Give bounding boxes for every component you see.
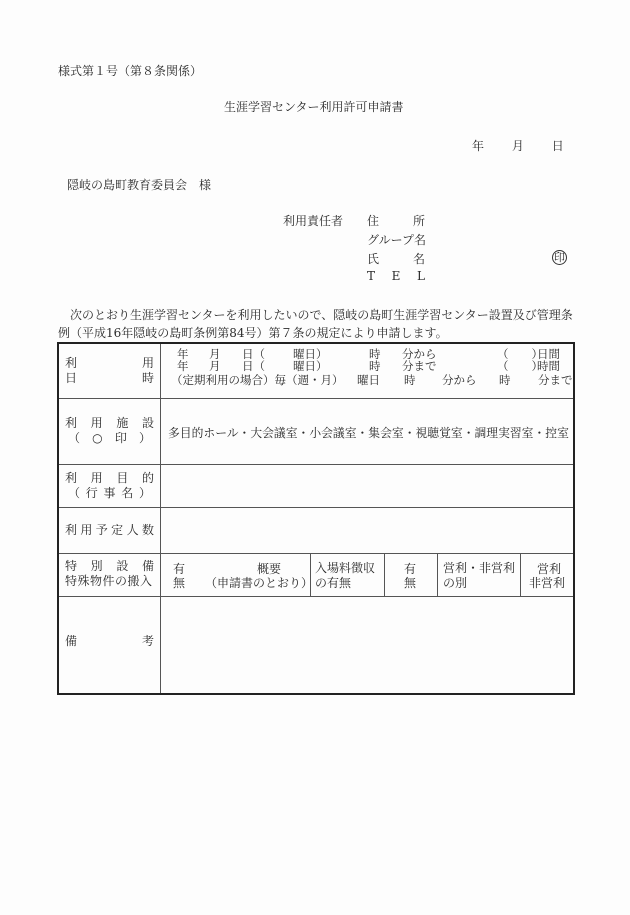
non-profit-option: 非営利 [529, 576, 566, 590]
special-summary-label: 概要 [257, 562, 282, 576]
address-field-label: 住 所 [367, 214, 425, 228]
entrance-fee-label-1: 入場料徴収 [315, 561, 376, 575]
row-divider [59, 553, 573, 554]
purpose-label: 利 用 目 的 （ 行 事 名 ） [65, 471, 154, 500]
special-col-divider [437, 553, 438, 596]
remarks-input[interactable] [161, 597, 573, 693]
fee-no: 無 [404, 576, 417, 590]
tel-field-label: T E L [367, 269, 425, 283]
name-field-label: 氏 名 [367, 252, 425, 266]
fee-yes: 有 [404, 562, 417, 576]
facility-options[interactable]: 多目的ホール・大会議室・小会議室・集会室・視聴覚室・調理実習室・控室 [168, 426, 569, 440]
special-yes: 有 [173, 562, 186, 576]
application-date[interactable] [472, 137, 562, 154]
date-year-label: 年 [472, 139, 485, 153]
attendees-input[interactable] [161, 508, 573, 553]
row-divider [59, 398, 573, 399]
profit-option: 営利 [537, 562, 562, 576]
group-name-field-label: グループ名 [367, 233, 427, 247]
seal-icon: 印 [554, 251, 565, 264]
special-col-divider [384, 553, 385, 596]
document-title: 生涯学習センター利用許可申請書 [224, 100, 404, 114]
remarks-label: 備 考 [65, 634, 154, 648]
date-month-label: 月 [511, 139, 524, 153]
intro-paragraph [58, 306, 578, 342]
applicant-label: 利用責任者 [283, 214, 344, 228]
profit-type-label-2: の別 [443, 576, 468, 590]
entrance-fee-label-2: の有無 [315, 576, 352, 590]
datetime-label: 利 用 日 時 [65, 356, 154, 385]
special-col-divider [520, 553, 521, 596]
intro-line-1: 次のとおり生涯学習センターを利用したいので、隠岐の島町生涯学習センター設置及び管理条 [70, 308, 573, 322]
special-summary-note: （申請書のとおり） [205, 576, 314, 590]
purpose-input[interactable] [161, 465, 573, 507]
application-form-table: 利 用 日 時 年 月 日（ 曜日） 時 分から （ ） 日間 年 月 日（ 曜日） 時 分まで （ ） 時間 （定期利用の場合）毎（週・月） 曜日 時 分から 時 分まで 利 用 施 設 （ ○ 印 ） 多目的ホール・大会議室・小会議室・集会室・視聴覚室・調理実習室・控室 利 用 目 的 （ 行 事 名 ） 利 用 予 定 人 数 特 別 設 備 特殊物件の搬入 有 無 概要 （申請書のとおり） 入場料徴収 の有無 有 無 営利・非営利 の別 営利 非営利 備 考 [57, 342, 575, 695]
special-equipment-label: 特 別 設 備 特殊物件の搬入 [65, 559, 154, 588]
special-no: 無 [173, 576, 186, 590]
intro-line-2: 例（平成16年隠岐の島町条例第84号）第７条の規定により申請します。 [58, 326, 448, 340]
date-day-label: 日 [551, 139, 564, 153]
attendees-label: 利 用 予 定 人 数 [65, 523, 154, 537]
form-number: 様式第１号（第８条関係） [58, 64, 203, 78]
profit-type-label-1: 営利・非営利 [443, 561, 516, 575]
facility-label: 利 用 施 設 （ ○ 印 ） [65, 416, 154, 445]
recipient: 隠岐の島町教育委員会 様 [67, 178, 212, 192]
